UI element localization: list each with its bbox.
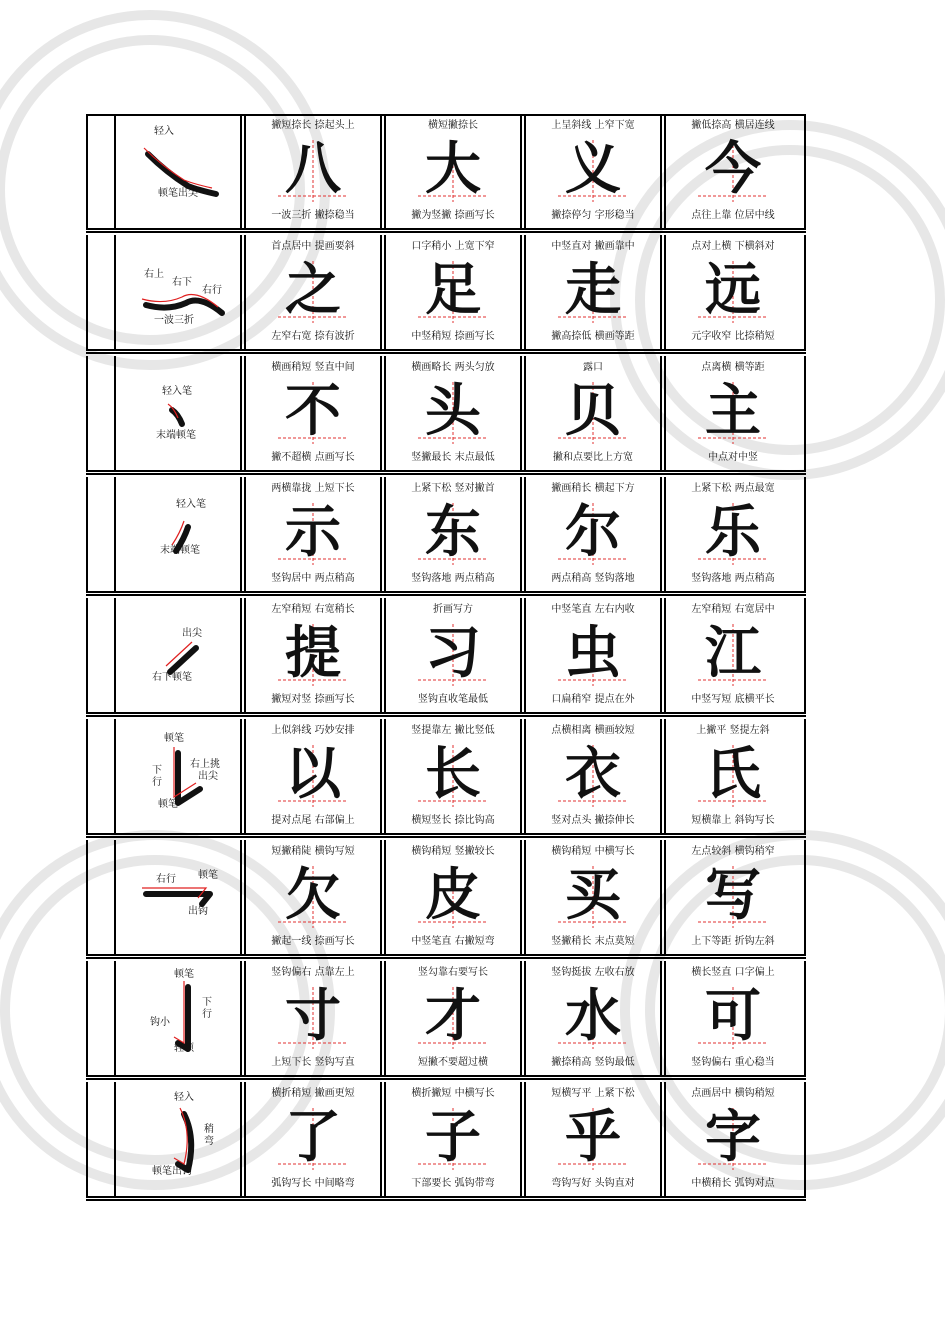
- grid-divider: [660, 840, 662, 954]
- tip-bottom: 短横靠上 斜钩写长: [691, 815, 775, 826]
- model-character: 字: [705, 1105, 761, 1170]
- tip-bottom: 中竖稍短 捺画写长: [411, 331, 495, 342]
- tip-bottom: 撇起一线 捺画写长: [271, 936, 355, 947]
- stroke-label: 右上: [144, 269, 164, 280]
- tip-bottom: 点往上靠 位居中线: [691, 210, 775, 221]
- grid-divider: [660, 961, 662, 1075]
- stroke-label: 出尖: [198, 771, 218, 782]
- tip-bottom: 上短下长 竖钩写直: [271, 1057, 355, 1068]
- grid-divider: [660, 356, 662, 470]
- character-cell: [248, 840, 378, 954]
- grid-divider: [244, 1082, 246, 1196]
- grid-divider: [240, 961, 242, 1075]
- model-character: 乎: [565, 1105, 621, 1170]
- character-cell: [388, 114, 518, 228]
- tip-bottom: 竖钩落地 两点稍高: [411, 573, 495, 584]
- model-character: 大: [425, 137, 481, 202]
- stroke-label: 轻入笔: [162, 386, 192, 397]
- character-cell: [248, 961, 378, 1075]
- model-character: 买: [565, 863, 621, 928]
- tip-bottom: 撇短对竖 捺画写长: [271, 694, 355, 705]
- character-cell: [668, 840, 798, 954]
- tip-top: 点画居中 横钩稍短: [691, 1088, 775, 1099]
- tip-bottom: 元字收窄 比捺稍短: [691, 331, 775, 342]
- grid-divider: [664, 477, 666, 591]
- tip-top: 中竖直对 撇画靠中: [551, 241, 635, 252]
- row-separator: [86, 954, 806, 959]
- model-character: 尔: [565, 500, 621, 565]
- tip-top: 左窄稍短 右宽居中: [691, 604, 775, 615]
- tip-top: 点离横 横等距: [701, 362, 765, 373]
- character-cell: [248, 114, 378, 228]
- model-character: 不: [285, 379, 341, 444]
- character-cell: [668, 477, 798, 591]
- tip-bottom: 竖对点头 撇捺伸长: [551, 815, 635, 826]
- grid-divider: [520, 114, 522, 228]
- grid-divider: [664, 719, 666, 833]
- grid-divider: [804, 356, 806, 470]
- character-cell: [388, 598, 518, 712]
- character-cell: [668, 1082, 798, 1196]
- model-character: 寸: [285, 984, 341, 1049]
- model-character: 今: [705, 137, 761, 202]
- tip-top: 横折稍短 撇画更短: [271, 1088, 355, 1099]
- character-cell: [668, 114, 798, 228]
- character-cell: [528, 1082, 658, 1196]
- grid-divider: [524, 961, 526, 1075]
- stroke-label: 轻入: [174, 1092, 194, 1103]
- tip-bottom: 左窄右宽 捺有波折: [271, 331, 355, 342]
- tip-top: 横画略长 两头匀放: [411, 362, 495, 373]
- model-character: 主: [705, 379, 761, 444]
- tip-top: 撇画稍长 横起下方: [551, 483, 635, 494]
- copybook-row: [86, 719, 806, 833]
- copybook-row: [86, 1082, 806, 1196]
- grid-divider: [520, 719, 522, 833]
- character-cell: [388, 356, 518, 470]
- grid-divider: [86, 719, 88, 833]
- tip-bottom: 两点稍高 竖钩落地: [551, 573, 635, 584]
- tip-top: 上紧下松 两点最宽: [691, 483, 775, 494]
- character-cell: [528, 840, 658, 954]
- tip-bottom: 横短竖长 捺比钩高: [411, 815, 495, 826]
- grid-divider: [804, 1082, 806, 1196]
- row-separator: [86, 712, 806, 717]
- grid-divider: [380, 356, 382, 470]
- grid-divider: [86, 235, 88, 349]
- tip-top: 点横相离 横画较短: [551, 725, 635, 736]
- tip-top: 竖勾靠右要写长: [418, 967, 488, 978]
- grid-divider: [380, 235, 382, 349]
- grid-divider: [804, 477, 806, 591]
- grid-divider: [524, 235, 526, 349]
- model-character: 远: [705, 258, 761, 323]
- model-character: 江: [705, 621, 761, 686]
- character-cell: [388, 719, 518, 833]
- tip-top: 首点居中 提画要斜: [271, 241, 355, 252]
- stroke-demo-cell: [116, 840, 240, 954]
- stroke-demo-cell: [116, 1082, 240, 1196]
- tip-top: 横长竖直 口字偏上: [691, 967, 775, 978]
- stroke-label: 出钩: [188, 906, 208, 917]
- stroke-label: 下: [202, 997, 212, 1008]
- grid-divider: [86, 961, 88, 1075]
- grid-divider: [86, 114, 88, 228]
- stroke-label: 末端顿笔: [160, 545, 200, 556]
- character-cell: [248, 598, 378, 712]
- row-separator: [86, 833, 806, 838]
- stroke-label: 顿笔出尖: [158, 188, 198, 199]
- model-character: 了: [285, 1105, 341, 1170]
- model-character: 子: [425, 1105, 481, 1170]
- stroke-label: 右行: [202, 285, 222, 296]
- grid-divider: [804, 961, 806, 1075]
- tip-top: 竖钩偏右 点靠左上: [271, 967, 355, 978]
- tip-bottom: 竖钩偏右 重心稳当: [691, 1057, 775, 1068]
- stroke-label: 顿笔: [174, 969, 194, 980]
- grid-divider: [86, 477, 88, 591]
- stroke-label: 右下顿笔: [152, 672, 192, 683]
- grid-divider: [664, 114, 666, 228]
- grid-divider: [524, 598, 526, 712]
- tip-bottom: 口扁稍窄 提点在外: [551, 694, 635, 705]
- tip-bottom: 弧钩写长 中间略弯: [271, 1178, 355, 1189]
- model-character: 虫: [565, 621, 621, 686]
- character-cell: [248, 356, 378, 470]
- tip-top: 折画写方: [433, 604, 473, 615]
- grid-divider: [86, 598, 88, 712]
- character-cell: [528, 356, 658, 470]
- row-separator: [86, 228, 806, 233]
- grid-divider: [244, 477, 246, 591]
- stroke-label: 轻入: [154, 126, 174, 137]
- grid-divider: [384, 235, 386, 349]
- grid-divider: [244, 961, 246, 1075]
- tip-top: 口字稍小 上宽下窄: [411, 241, 495, 252]
- grid-divider: [384, 477, 386, 591]
- model-character: 写: [705, 863, 761, 928]
- row-separator: [86, 1196, 806, 1201]
- tip-bottom: 一波三折 撇捺稳当: [271, 210, 355, 221]
- grid-divider: [240, 114, 242, 228]
- tip-top: 短横写平 上紧下松: [551, 1088, 635, 1099]
- grid-divider: [524, 477, 526, 591]
- tip-top: 露口: [583, 362, 603, 373]
- copybook-row: [86, 961, 806, 1075]
- grid-divider: [660, 598, 662, 712]
- tip-top: 中竖笔直 左右内收: [551, 604, 635, 615]
- tip-bottom: 中横稍长 弧钩对点: [691, 1178, 775, 1189]
- tip-top: 左窄稍短 右宽稍长: [271, 604, 355, 615]
- tip-bottom: 撇捺停匀 字形稳当: [551, 210, 635, 221]
- grid-divider: [804, 719, 806, 833]
- tip-bottom: 撇和点要比上方宽: [553, 452, 633, 463]
- model-character: 欠: [285, 863, 341, 928]
- stroke-label: 弯: [204, 1136, 214, 1147]
- stroke-label: 顿笔: [158, 799, 178, 810]
- grid-divider: [240, 598, 242, 712]
- model-character: 头: [425, 379, 481, 444]
- model-character: 衣: [565, 742, 621, 807]
- model-character: 之: [285, 258, 341, 323]
- tip-bottom: 中竖写短 底横平长: [691, 694, 775, 705]
- grid-divider: [384, 598, 386, 712]
- model-character: 以: [285, 742, 341, 807]
- grid-divider: [660, 477, 662, 591]
- tip-bottom: 竖钩直收笔最低: [418, 694, 488, 705]
- grid-divider: [380, 719, 382, 833]
- model-character: 示: [285, 500, 341, 565]
- grid-divider: [524, 719, 526, 833]
- tip-bottom: 中竖笔直 右撇短弯: [411, 936, 495, 947]
- copybook-row: [86, 235, 806, 349]
- model-character: 才: [425, 984, 481, 1049]
- grid-divider: [664, 235, 666, 349]
- grid-divider: [384, 840, 386, 954]
- stroke-label: 轻顿: [174, 1043, 194, 1054]
- model-character: 氏: [705, 742, 761, 807]
- grid-divider: [240, 477, 242, 591]
- tip-bottom: 竖钩居中 两点稍高: [271, 573, 355, 584]
- grid-divider: [524, 840, 526, 954]
- copybook-row: [86, 356, 806, 470]
- tip-top: 上撇平 竖提左斜: [696, 725, 770, 736]
- character-cell: [668, 598, 798, 712]
- model-character: 提: [285, 621, 341, 686]
- grid-divider: [524, 1082, 526, 1196]
- tip-bottom: 弯钩写好 头钩直对: [551, 1178, 635, 1189]
- character-cell: [528, 598, 658, 712]
- stroke-label: 行: [202, 1009, 212, 1020]
- grid-divider: [380, 114, 382, 228]
- model-character: 贝: [565, 379, 621, 444]
- model-character: 义: [565, 137, 621, 202]
- tip-bottom: 中点对中竖: [708, 452, 758, 463]
- grid-divider: [804, 840, 806, 954]
- model-character: 皮: [425, 863, 481, 928]
- tip-top: 上呈斜线 上窄下宽: [551, 120, 635, 131]
- stroke-demo-cell: [116, 477, 240, 591]
- stroke-shape-icon: [126, 850, 226, 944]
- character-cell: [388, 840, 518, 954]
- row-separator: [86, 591, 806, 596]
- tip-top: 撇低捺高 横居连线: [691, 120, 775, 131]
- tip-bottom: 短撇不要超过横: [418, 1057, 488, 1068]
- stroke-demo-cell: [116, 114, 240, 228]
- stroke-label: 轻入笔: [176, 499, 206, 510]
- grid-divider: [660, 1082, 662, 1196]
- row-separator: [86, 349, 806, 354]
- tip-top: 左点较斜 横钩稍窄: [691, 846, 775, 857]
- stroke-label: 行: [152, 777, 162, 788]
- grid-divider: [240, 719, 242, 833]
- tip-bottom: 撇捺稍高 竖钩最低: [551, 1057, 635, 1068]
- tip-bottom: 提对点尾 右部偏上: [271, 815, 355, 826]
- tip-top: 横钩稍短 竖撇较长: [411, 846, 495, 857]
- character-cell: [668, 961, 798, 1075]
- tip-top: 上紧下松 竖对撇首: [411, 483, 495, 494]
- stroke-label: 顿笔出钩: [152, 1166, 192, 1177]
- tip-top: 撇短捺长 捺起头上: [271, 120, 355, 131]
- stroke-demo-cell: [116, 235, 240, 349]
- stroke-demo-cell: [116, 719, 240, 833]
- grid-divider: [520, 477, 522, 591]
- tip-top: 点对上横 下横斜对: [691, 241, 775, 252]
- tip-top: 竖提靠左 撇比竖低: [411, 725, 495, 736]
- model-character: 乐: [705, 500, 761, 565]
- grid-divider: [384, 356, 386, 470]
- stroke-label: 一波三折: [154, 315, 194, 326]
- grid-divider: [244, 356, 246, 470]
- grid-divider: [664, 598, 666, 712]
- grid-divider: [244, 598, 246, 712]
- stroke-label: 顿笔: [164, 733, 184, 744]
- character-cell: [388, 961, 518, 1075]
- character-cell: [388, 1082, 518, 1196]
- stroke-shape-icon: [126, 608, 226, 702]
- grid-divider: [244, 719, 246, 833]
- tip-top: 横画稍短 竖直中间: [271, 362, 355, 373]
- tip-top: 横折撇短 中横写长: [411, 1088, 495, 1099]
- grid-divider: [380, 477, 382, 591]
- grid-divider: [804, 598, 806, 712]
- copybook-row: [86, 598, 806, 712]
- stroke-label: 右上挑: [190, 759, 220, 770]
- stroke-label: 稍: [204, 1124, 214, 1135]
- grid-divider: [524, 356, 526, 470]
- grid-divider: [384, 961, 386, 1075]
- character-cell: [248, 719, 378, 833]
- copybook-row: [86, 840, 806, 954]
- grid-divider: [804, 235, 806, 349]
- tip-bottom: 撇高捺低 横画等距: [551, 331, 635, 342]
- grid-divider: [664, 961, 666, 1075]
- character-cell: [528, 477, 658, 591]
- stroke-demo-cell: [116, 356, 240, 470]
- tip-top: 短撇稍陡 横钩写短: [271, 846, 355, 857]
- stroke-shape-icon: [126, 366, 226, 460]
- character-cell: [668, 235, 798, 349]
- grid-divider: [86, 356, 88, 470]
- model-character: 走: [565, 258, 621, 323]
- grid-divider: [86, 1082, 88, 1196]
- model-character: 东: [425, 500, 481, 565]
- grid-divider: [520, 598, 522, 712]
- grid-divider: [86, 840, 88, 954]
- grid-divider: [244, 840, 246, 954]
- grid-divider: [244, 235, 246, 349]
- character-cell: [528, 719, 658, 833]
- stroke-label: 出尖: [182, 628, 202, 639]
- grid-divider: [240, 356, 242, 470]
- stroke-shape-icon: [126, 124, 226, 218]
- model-character: 水: [565, 984, 621, 1049]
- tip-bottom: 竖撇最长 末点最低: [411, 452, 495, 463]
- copybook-row: [86, 477, 806, 591]
- grid-divider: [240, 840, 242, 954]
- grid-divider: [244, 114, 246, 228]
- character-cell: [528, 961, 658, 1075]
- stroke-label: 右行: [156, 874, 176, 885]
- grid-divider: [384, 1082, 386, 1196]
- grid-divider: [380, 961, 382, 1075]
- tip-bottom: 上下等距 折钩左斜: [691, 936, 775, 947]
- copybook-row: [86, 114, 806, 228]
- grid-divider: [380, 840, 382, 954]
- grid-divider: [660, 114, 662, 228]
- tip-bottom: 竖钩落地 两点稍高: [691, 573, 775, 584]
- stroke-demo-cell: [116, 961, 240, 1075]
- grid-divider: [520, 356, 522, 470]
- tip-bottom: 下部要长 弧钩带弯: [411, 1178, 495, 1189]
- character-cell: [248, 235, 378, 349]
- tip-bottom: 撇不超横 点画写长: [271, 452, 355, 463]
- row-separator: [86, 470, 806, 475]
- grid-divider: [384, 719, 386, 833]
- grid-divider: [664, 1082, 666, 1196]
- character-cell: [668, 356, 798, 470]
- model-character: 可: [705, 984, 761, 1049]
- tip-top: 横钩稍短 中横写长: [551, 846, 635, 857]
- tip-bottom: 竖撇稍长 末点莫短: [551, 936, 635, 947]
- model-character: 长: [425, 742, 481, 807]
- grid-divider: [380, 598, 382, 712]
- stroke-label: 下: [152, 765, 162, 776]
- tip-top: 上似斜线 巧妙安排: [271, 725, 355, 736]
- grid-divider: [664, 356, 666, 470]
- grid-divider: [660, 235, 662, 349]
- tip-top: 竖钩挺拔 左收右放: [551, 967, 635, 978]
- grid-divider: [380, 1082, 382, 1196]
- stroke-label: 顿笔: [198, 870, 218, 881]
- character-cell: [248, 1082, 378, 1196]
- model-character: 足: [425, 258, 481, 323]
- grid-divider: [240, 1082, 242, 1196]
- character-cell: [388, 235, 518, 349]
- grid-divider: [520, 840, 522, 954]
- character-cell: [528, 235, 658, 349]
- stroke-label: 钩小: [150, 1017, 170, 1028]
- character-cell: [528, 114, 658, 228]
- character-cell: [248, 477, 378, 591]
- grid-divider: [520, 1082, 522, 1196]
- character-cell: [668, 719, 798, 833]
- grid-divider: [524, 114, 526, 228]
- model-character: 八: [285, 137, 341, 202]
- grid-divider: [804, 114, 806, 228]
- character-cell: [388, 477, 518, 591]
- grid-divider: [384, 114, 386, 228]
- grid-divider: [520, 961, 522, 1075]
- tip-top: 横短撇捺长: [428, 120, 478, 131]
- grid-divider: [520, 235, 522, 349]
- grid-divider: [240, 235, 242, 349]
- model-character: 习: [425, 621, 481, 686]
- stroke-label: 末端顿笔: [156, 430, 196, 441]
- grid-divider: [660, 719, 662, 833]
- grid-divider: [664, 840, 666, 954]
- tip-top: 两横靠拢 上短下长: [271, 483, 355, 494]
- stroke-demo-cell: [116, 598, 240, 712]
- tip-bottom: 撇为竖撇 捺画写长: [411, 210, 495, 221]
- stroke-label: 右下: [172, 277, 192, 288]
- copybook-grid: [86, 114, 806, 1218]
- row-separator: [86, 1075, 806, 1080]
